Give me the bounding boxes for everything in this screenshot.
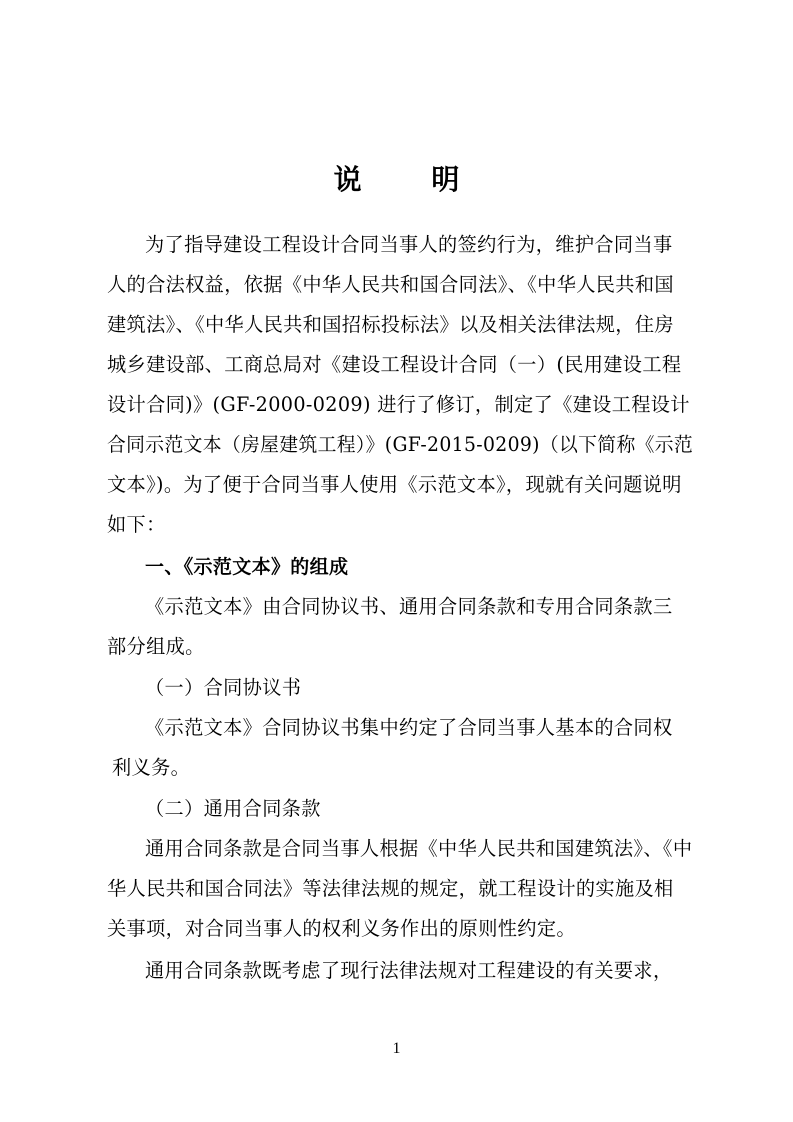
- subsection-line: 《示范文本》合同协议书集中约定了合同当事人基本的合同权: [145, 716, 673, 739]
- page-number: 1: [392, 1040, 401, 1057]
- subsection-line: 关事项，对合同当事人的权利义务作出的原则性约定。: [107, 917, 576, 940]
- intro-line: 合同示范文本（房屋建筑工程）》(GF-2015-0209)（以下简称《示范: [107, 433, 694, 456]
- section-line: 部分组成。: [107, 635, 205, 658]
- section-heading: 一、《示范文本》的组成: [145, 556, 349, 578]
- subsection-line: 通用合同条款是合同当事人根据《中华人民共和国建筑法》、《中: [145, 837, 693, 860]
- intro-line: 建筑法》、《中华人民共和国招标投标法》以及相关法律法规，住房: [107, 313, 674, 336]
- intro-line: 为了指导建设工程设计合同当事人的签约行为，维护合同当事: [145, 233, 673, 256]
- intro-line: 人的合法权益，依据《中华人民共和国合同法》、《中华人民共和国: [107, 273, 674, 296]
- subsection-line: 利义务。: [112, 756, 191, 779]
- subsection-heading: （一）合同协议书: [145, 676, 302, 699]
- intro-line: 城乡建设部、工商总局对《建设工程设计合同（一）(民用建设工程: [107, 353, 682, 376]
- intro-line: 如下：: [107, 513, 166, 536]
- section-line: 《示范文本》由合同协议书、通用合同条款和专用合同条款三: [145, 595, 673, 618]
- page-title: 说 明: [333, 163, 490, 196]
- subsection-line: 通用合同条款既考虑了现行法律法规对工程建设的有关要求，: [145, 959, 673, 982]
- intro-line: 设计合同)》(GF-2000-0209) 进行了修订，制定了《建设工程设计: [107, 393, 690, 416]
- subsection-line: 华人民共和国合同法》等法律法规的规定，就工程设计的实施及相: [107, 877, 674, 900]
- intro-line: 文本》)。为了便于合同当事人使用《示范文本》，现就有关问题说明: [107, 473, 682, 496]
- subsection-heading: （二）通用合同条款: [145, 797, 321, 820]
